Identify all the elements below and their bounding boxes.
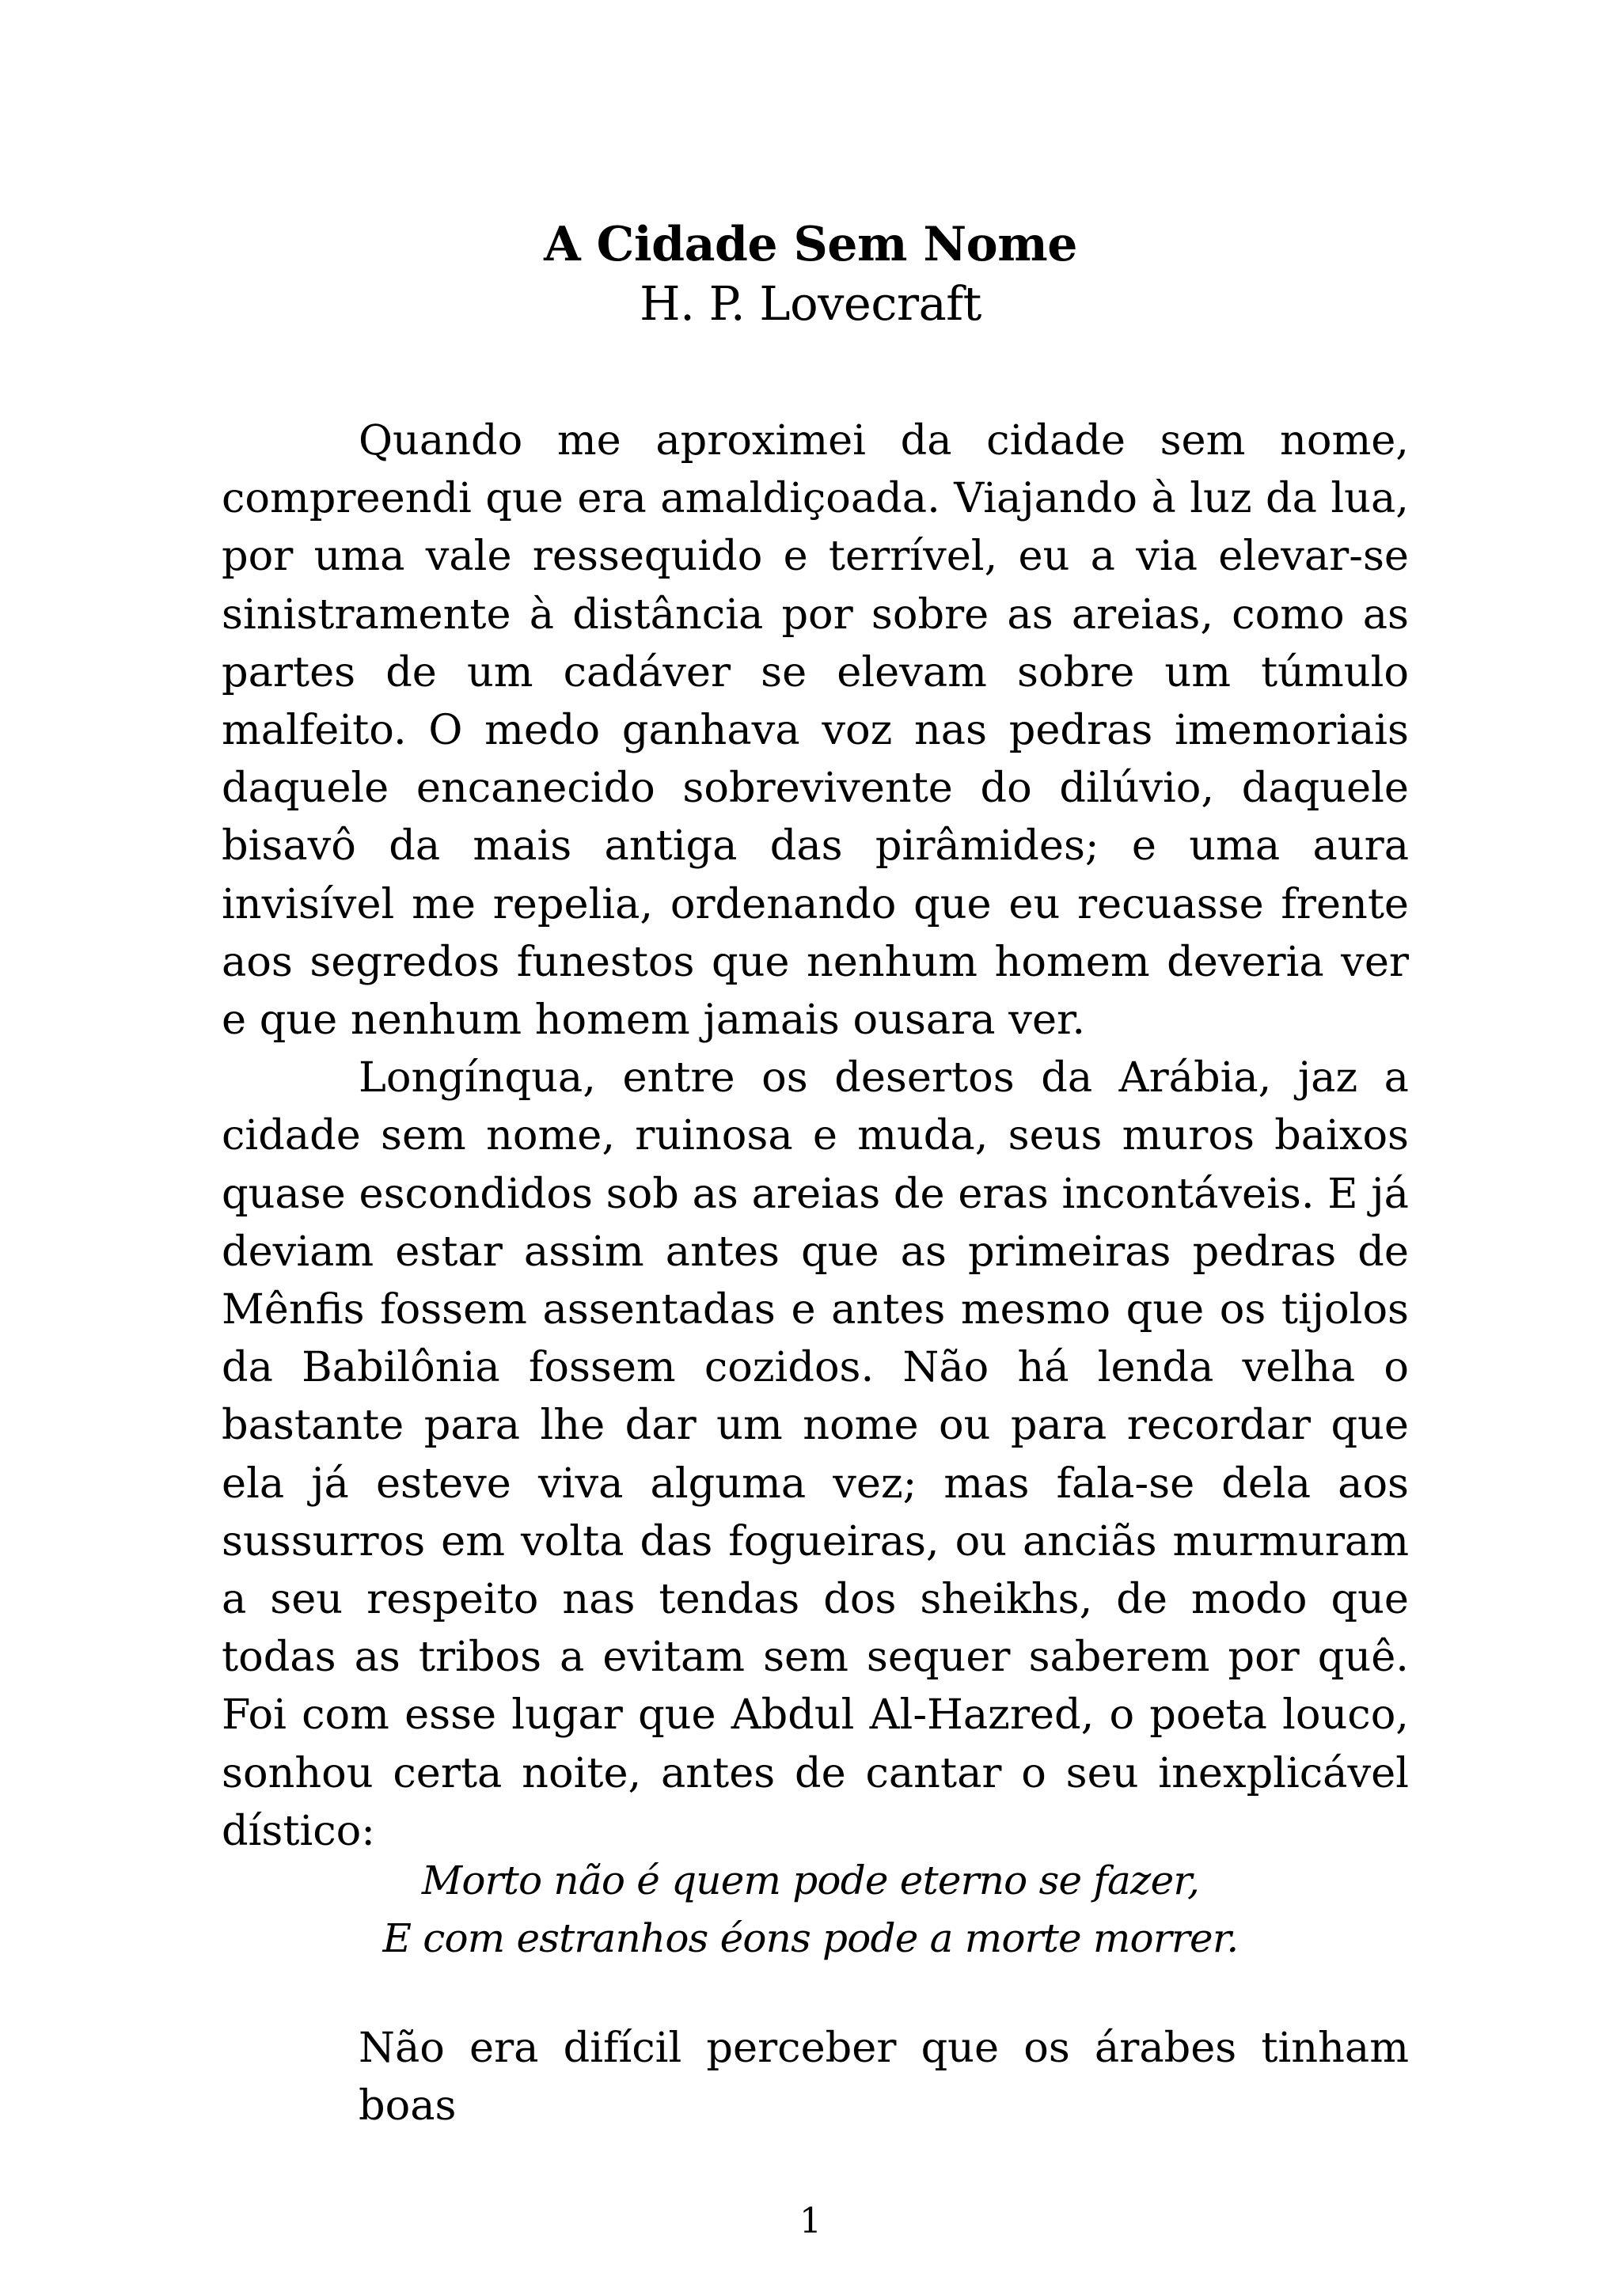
poem-line-1: Morto não é quem pode eterno se fazer, xyxy=(421,1858,1200,1903)
title-block xyxy=(0,215,1621,334)
document-title: A Cidade Sem Nome xyxy=(544,217,1077,272)
poem-line-2: E com estranhos éons pode a morte morrer. xyxy=(382,1915,1239,1961)
body-text xyxy=(222,412,1409,1860)
poem-couplet xyxy=(0,1852,1621,1968)
document-author: H. P. Lovecraft xyxy=(640,276,981,331)
paragraph-3-start: Não era difícil perceber que os árabes tinham boas xyxy=(359,2024,1409,2130)
page-number: 1 xyxy=(799,2201,822,2241)
paragraph-2: Longínqua, entre os desertos da Arábia, jaz a cidade sem nome, ruinosa e muda, seus muros baixos quase escondidos sob as areias de eras incontáveis. E já deviam estar assim antes que as primeiras pedras de Mênfis fossem assentadas e antes mesmo que os tijolos da Babilônia fossem cozidos. Não há lenda velha o bastante para lhe dar um nome ou para recordar que ela já esteve viva alguma vez; mas fala-se dela aos sussurros em volta das fogueiras, ou anciãs murmuram a seu respeito nas tendas dos sheikhs, de modo que todas as tribos a evitam sem sequer saberem por quê. Foi com esse lugar que Abdul Al-Hazred, o poeta louco, sonhou certa noite, antes de cantar o seu inexplicável dístico: xyxy=(222,1053,1409,1855)
paragraph-1: Quando me aproximei da cidade sem nome, compreendi que era amaldiçoada. Viajando à luz da lua, por uma vale ressequido e terrível, eu a via elevar-se sinistramente à distância por sobre as areias, como as partes de um cadáver se elevam sobre um túmulo malfeito. O medo ganhava voz nas pedras imemoriais daquele encanecido sobrevivente do dilúvio, daquele bisavô da mais antiga das pirâmides; e uma aura invisível me repelia, ordenando que eu recuasse frente aos segredos funestos que nenhum homem deveria ver e que nenhum homem jamais ousara ver. xyxy=(222,416,1409,1045)
